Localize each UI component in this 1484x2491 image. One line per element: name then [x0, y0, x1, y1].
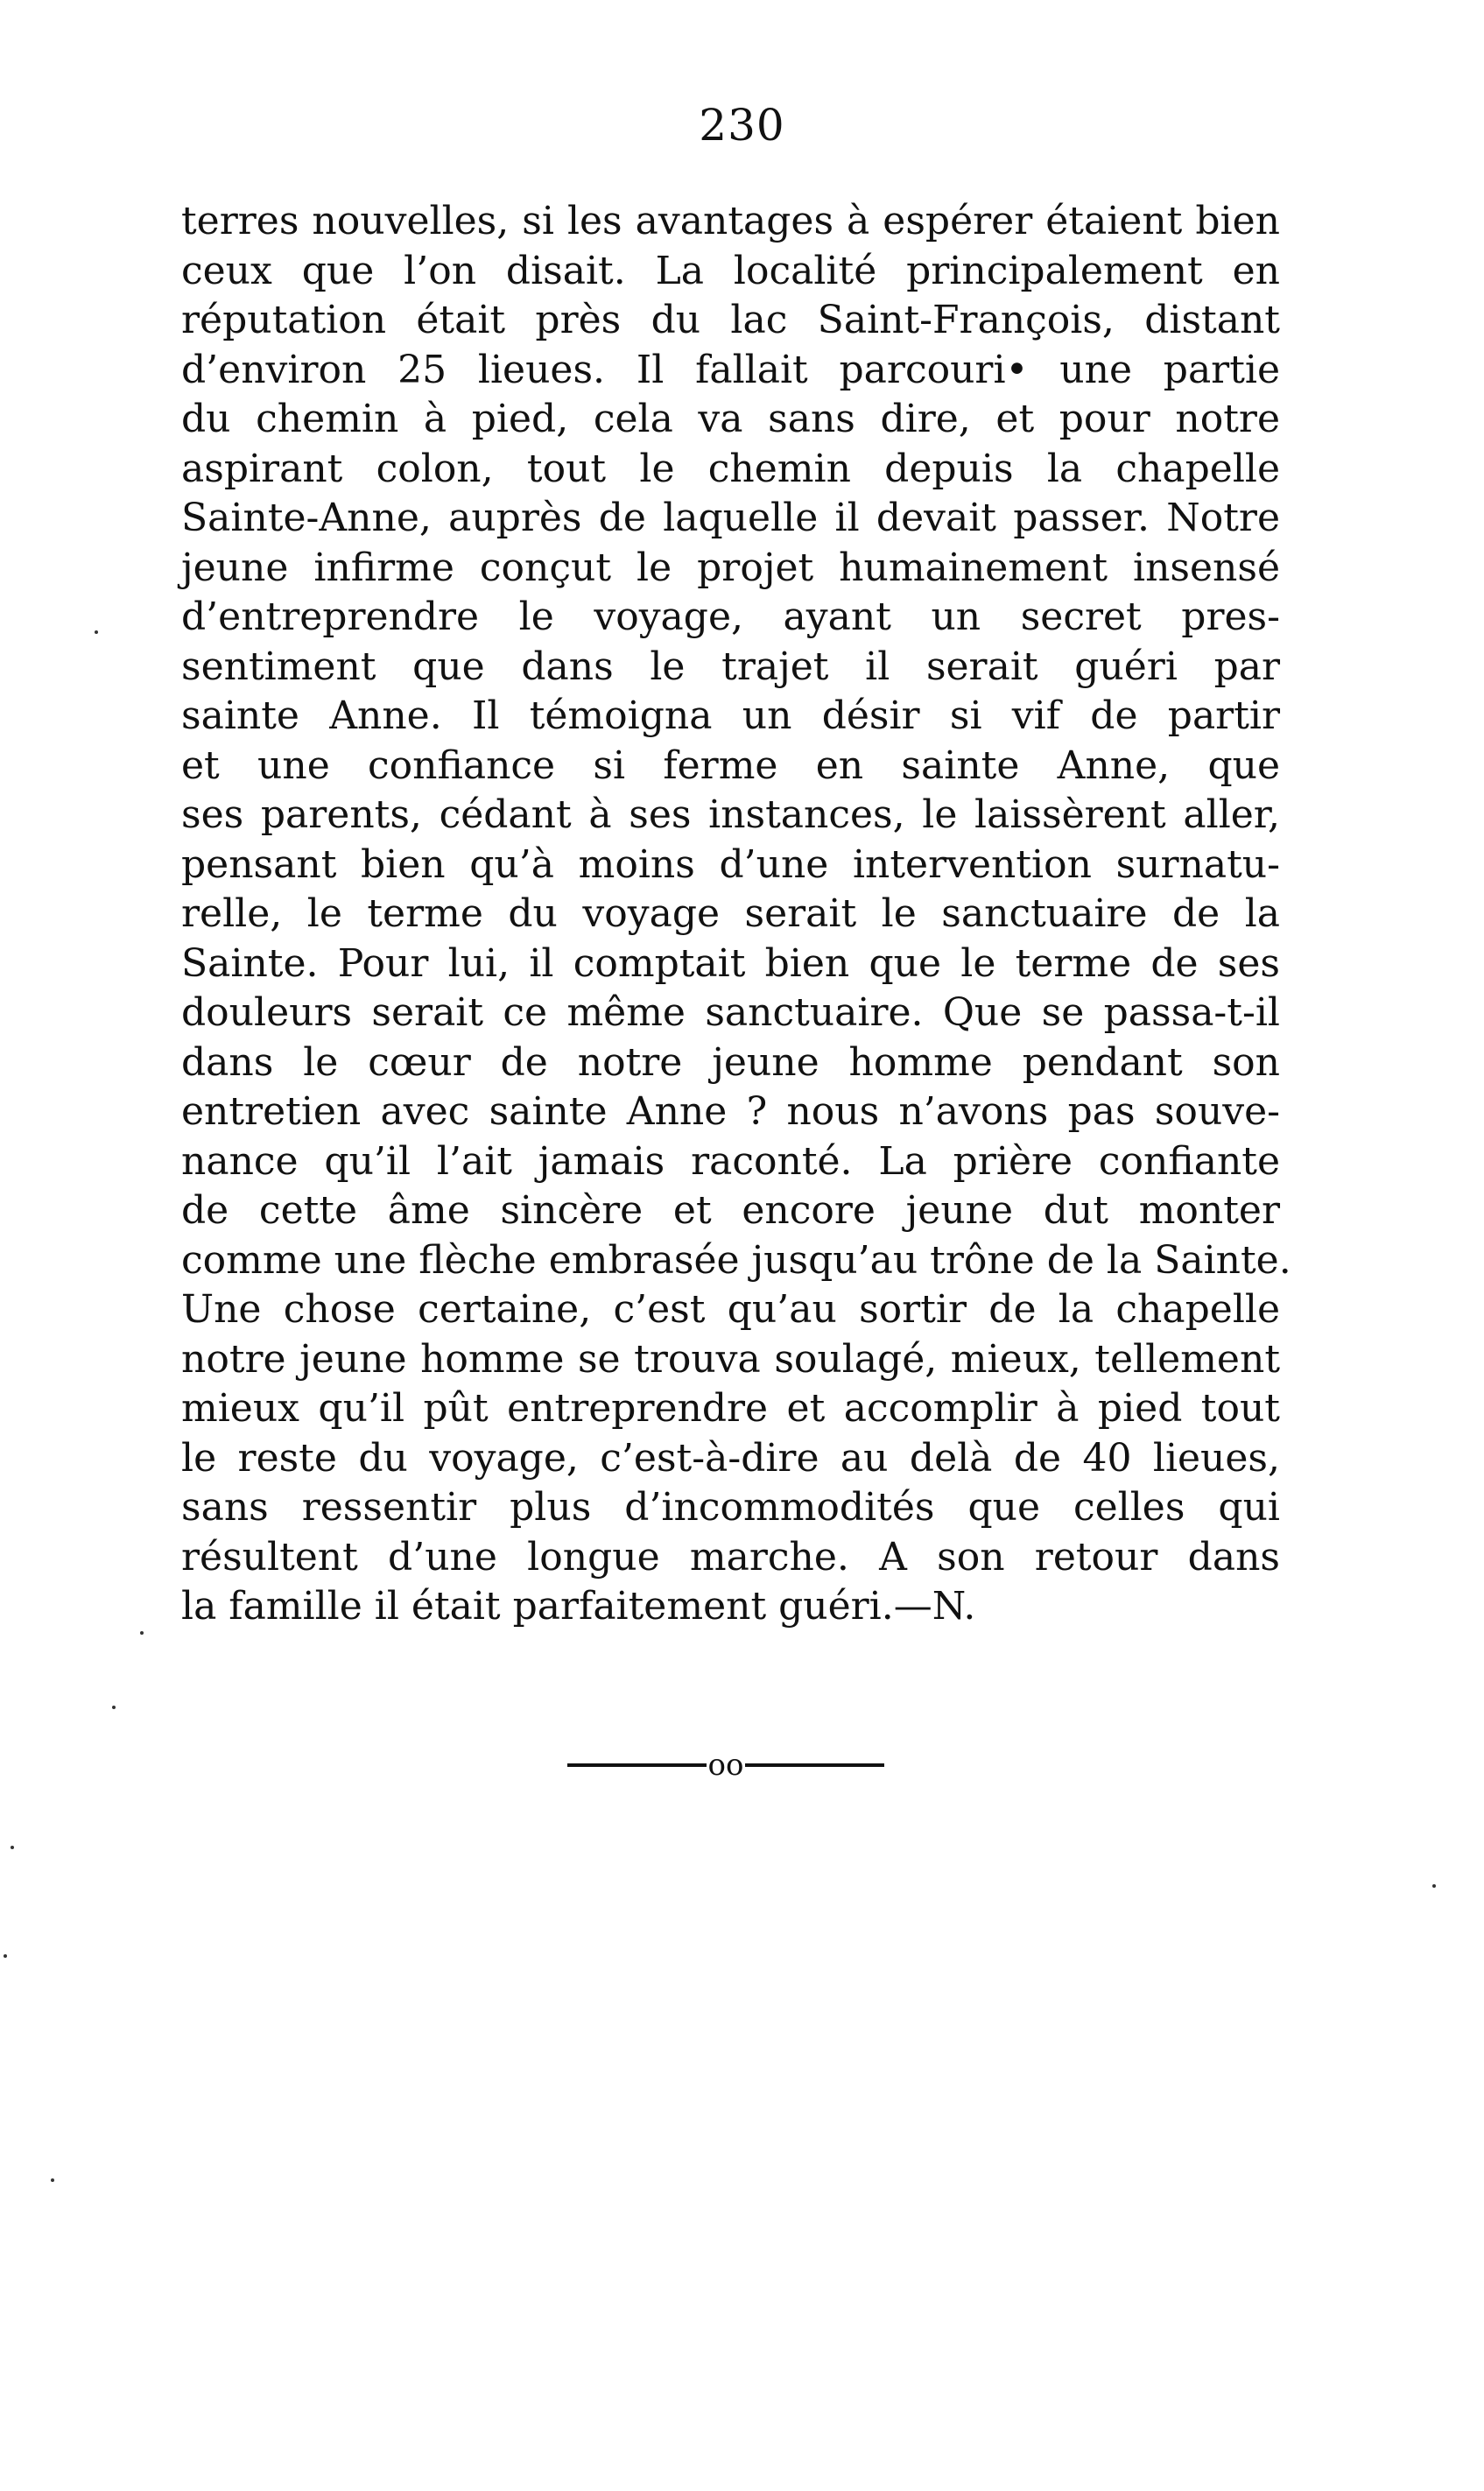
text-line: résultent d’une longue marche. A son retour dans: [181, 1534, 1280, 1580]
divider-rule-right: [745, 1763, 884, 1767]
text-line: la famille il était parfaitement guéri.—N.: [181, 1584, 976, 1629]
divider-glyph: oo: [707, 1748, 744, 1783]
scan-speck: [51, 2178, 54, 2182]
text-line: entretien avec sainte Anne ? nous n’avons pas souve-: [181, 1089, 1280, 1134]
text-line: d’entreprendre le voyage, ayant un secret pres-: [181, 595, 1280, 639]
text-line: comme une flèche embrasée jusqu’au trône de la Sainte.: [181, 1237, 1291, 1283]
text-line: douleurs serait ce même sanctuaire. Que se passa-t-il: [181, 990, 1280, 1035]
text-line: le reste du voyage, c’est-à-dire au delà de 40 lieues,: [181, 1435, 1280, 1481]
section-divider-ornament: [567, 1748, 884, 1783]
body-text: [181, 197, 1291, 1632]
scan-speck: [4, 1954, 7, 1958]
text-line: Sainte-Anne, auprès de laquelle il devait passer. Notre: [181, 496, 1280, 540]
text-line: mieux qu’il pût entreprendre et accomplir à pied tout: [181, 1386, 1280, 1431]
text-line: de cette âme sincère et encore jeune dut monter: [181, 1188, 1280, 1233]
scan-speck: [140, 1631, 144, 1635]
scan-speck: [11, 1846, 14, 1849]
text-line: pensant bien qu’à moins d’une intervention surnatu-: [181, 841, 1280, 887]
text-line: et une confiance si ferme en sainte Anne, que: [181, 742, 1280, 788]
text-line: Sainte. Pour lui, il comptait bien que le terme de ses: [181, 940, 1280, 986]
text-line: ceux que l’on disait. La localité principalement en: [181, 248, 1280, 293]
page-number: 230: [699, 100, 785, 151]
text-line: dans le cœur de notre jeune homme pendant son: [181, 1039, 1280, 1085]
text-line: du chemin à pied, cela va sans dire, et pour notre: [181, 397, 1280, 441]
text-line: notre jeune homme se trouva soulagé, mieux, tellement: [181, 1336, 1280, 1382]
text-line: nance qu’il l’ait jamais raconté. La prière confiante: [181, 1138, 1280, 1184]
text-line: réputation était près du lac Saint-François, distant: [181, 298, 1280, 342]
text-line: d’environ 25 lieues. Il fallait parcouri• une partie: [181, 347, 1280, 392]
text-line: ses parents, cédant à ses instances, le laissèrent aller,: [181, 792, 1280, 837]
scan-speck: [1432, 1884, 1436, 1888]
divider-rule-left: [567, 1763, 707, 1767]
text-line: aspirant colon, tout le chemin depuis la chapelle: [181, 446, 1280, 491]
text-line: Une chose certaine, c’est qu’au sortir de la chapelle: [181, 1287, 1280, 1332]
text-line: sainte Anne. Il témoigna un désir si vif de partir: [181, 693, 1280, 738]
text-line: jeune infirme conçut le projet humainement insensé: [181, 545, 1280, 590]
text-line: sentiment que dans le trajet il serait guéri par: [181, 644, 1280, 689]
text-line: sans ressentir plus d’incommodités que celles qui: [181, 1485, 1280, 1530]
scan-speck: [112, 1706, 116, 1709]
text-line: relle, le terme du voyage serait le sanctuaire de la: [181, 891, 1280, 936]
scan-speck: [95, 630, 98, 634]
text-line: terres nouvelles, si les avantages à espérer étaient bien: [181, 199, 1280, 243]
